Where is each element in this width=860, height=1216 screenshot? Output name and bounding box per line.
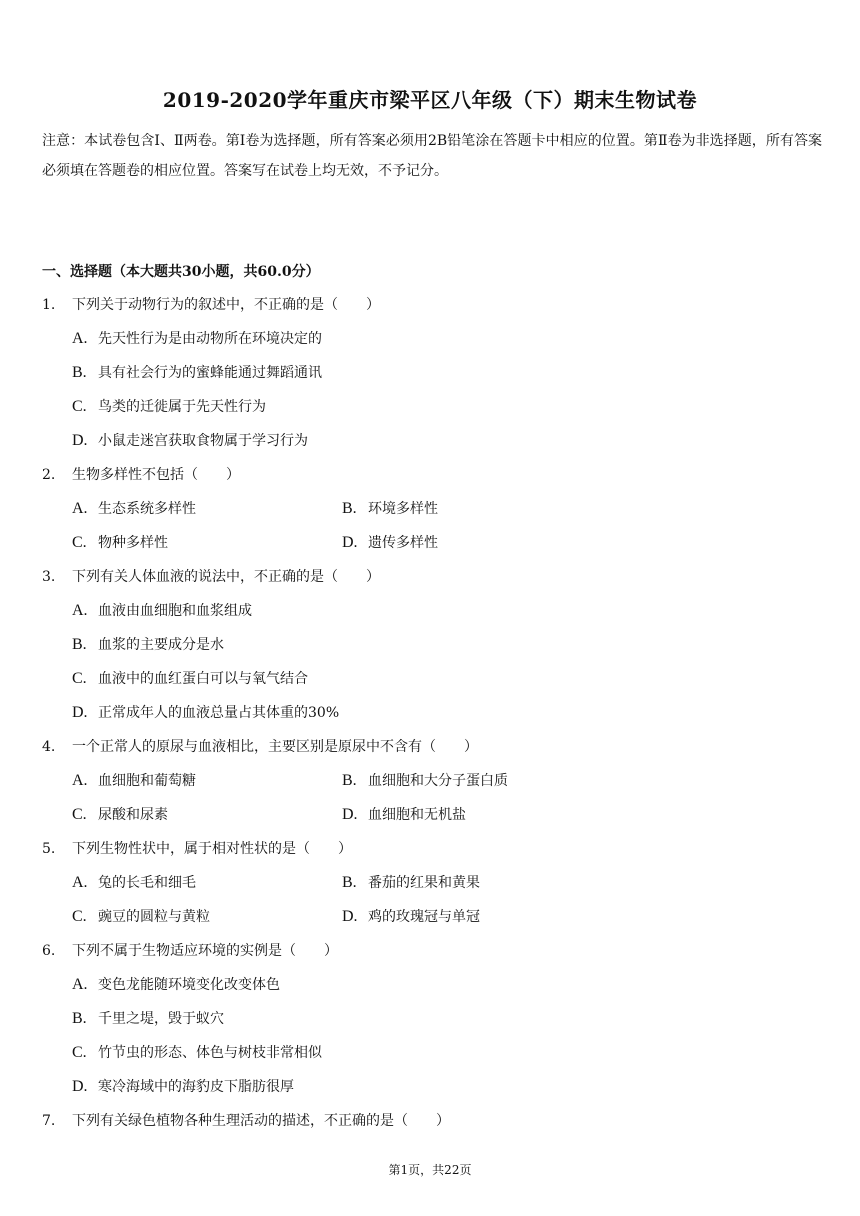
option-d[interactable]: [72, 1076, 822, 1110]
question-stem: [42, 1110, 822, 1144]
option-c[interactable]: [72, 532, 342, 566]
option-letter: B.: [342, 874, 357, 891]
option-b[interactable]: [72, 1008, 822, 1042]
option-c[interactable]: [72, 1042, 822, 1076]
option-text: 番茄的红果和黄果: [368, 875, 480, 891]
option-letter: B.: [342, 772, 357, 789]
option-b[interactable]: [72, 362, 822, 396]
option-text: 物种多样性: [98, 535, 168, 551]
option-text: 小鼠走迷宫获取食物属于学习行为: [98, 433, 308, 449]
question-number: 3.: [42, 569, 56, 585]
question-text: 下列生物性状中，属于相对性状的是（ ）: [72, 841, 352, 857]
question-stem: [42, 736, 822, 770]
option-a[interactable]: [72, 600, 822, 634]
option-letter: C.: [72, 534, 87, 551]
option-text: 血细胞和大分子蛋白质: [368, 773, 508, 789]
option-list: [42, 974, 822, 1110]
question-1: [42, 294, 822, 464]
question-stem: [42, 838, 822, 872]
option-a[interactable]: [72, 872, 342, 906]
option-letter: B.: [72, 1010, 87, 1027]
option-letter: A.: [72, 772, 88, 789]
option-a[interactable]: [72, 974, 822, 1008]
question-text: 下列有关人体血液的说法中，不正确的是（ ）: [72, 569, 380, 585]
question-4: [42, 736, 822, 838]
option-list: [42, 872, 822, 940]
option-c[interactable]: [72, 668, 822, 702]
option-letter: A.: [72, 976, 88, 993]
option-c[interactable]: [72, 396, 822, 430]
question-number: 2.: [42, 467, 56, 483]
question-stem: [42, 566, 822, 600]
option-letter: B.: [72, 364, 87, 381]
option-a[interactable]: [72, 498, 342, 532]
question-text: 一个正常人的原尿与血液相比，主要区别是原尿中不含有（ ）: [72, 739, 478, 755]
option-d[interactable]: [342, 906, 612, 940]
option-text: 正常成年人的血液总量占其体重的30%: [98, 705, 340, 721]
option-letter: B.: [342, 500, 357, 517]
question-text: 生物多样性不包括（ ）: [72, 467, 240, 483]
option-text: 生态系统多样性: [98, 501, 196, 517]
option-d[interactable]: [342, 804, 612, 838]
option-text: 千里之堤，毁于蚁穴: [98, 1011, 224, 1027]
question-stem: [42, 940, 822, 974]
option-d[interactable]: [342, 532, 612, 566]
question-number: 5.: [42, 841, 56, 857]
question-list: [42, 294, 822, 1144]
option-d[interactable]: [72, 702, 822, 736]
option-letter: C.: [72, 1044, 87, 1061]
option-text: 血细胞和葡萄糖: [98, 773, 196, 789]
option-text: 鸟类的迁徙属于先天性行为: [98, 399, 266, 415]
option-letter: D.: [72, 704, 88, 721]
option-b[interactable]: [342, 498, 612, 532]
option-d[interactable]: [72, 430, 822, 464]
question-stem: [42, 294, 822, 328]
option-letter: D.: [72, 1078, 88, 1095]
option-letter: B.: [72, 636, 87, 653]
option-c[interactable]: [72, 804, 342, 838]
option-letter: A.: [72, 602, 88, 619]
question-text: 下列有关绿色植物各种生理活动的描述，不正确的是（ ）: [72, 1113, 450, 1129]
option-c[interactable]: [72, 906, 342, 940]
option-letter: D.: [342, 534, 358, 551]
option-text: 血液中的血红蛋白可以与氧气结合: [98, 671, 308, 687]
option-b[interactable]: [342, 770, 612, 804]
question-number: 7.: [42, 1113, 56, 1129]
option-letter: D.: [342, 806, 358, 823]
option-text: 鸡的玫瑰冠与单冠: [368, 909, 480, 925]
option-a[interactable]: [72, 770, 342, 804]
option-list: [42, 600, 822, 736]
option-letter: A.: [72, 330, 88, 347]
option-list: [42, 328, 822, 464]
option-text: 血液由血细胞和血浆组成: [98, 603, 252, 619]
option-text: 竹节虫的形态、体色与树枝非常相似: [98, 1045, 322, 1061]
option-text: 血浆的主要成分是水: [98, 637, 224, 653]
question-3: [42, 566, 822, 736]
page-footer: 第1页，共22页: [388, 1163, 472, 1177]
option-letter: C.: [72, 670, 87, 687]
option-letter: D.: [72, 432, 88, 449]
question-text: 下列关于动物行为的叙述中，不正确的是（ ）: [72, 297, 380, 313]
option-text: 血细胞和无机盐: [368, 807, 466, 823]
option-text: 豌豆的圆粒与黄粒: [98, 909, 210, 925]
question-2: [42, 464, 822, 566]
option-text: 尿酸和尿素: [98, 807, 168, 823]
option-text: 变色龙能随环境变化改变体色: [98, 977, 280, 993]
question-7: [42, 1110, 822, 1144]
question-6: [42, 940, 822, 1110]
option-letter: A.: [72, 500, 88, 517]
question-number: 6.: [42, 943, 56, 959]
page-title: 2019-2020学年重庆市梁平区八年级（下）期末生物试卷: [162, 88, 698, 112]
option-text: 具有社会行为的蜜蜂能通过舞蹈通讯: [98, 365, 322, 381]
option-text: 遗传多样性: [368, 535, 438, 551]
question-number: 4.: [42, 739, 56, 755]
section-heading: 一、选择题（本大题共30小题，共60.0分）: [42, 264, 320, 280]
option-letter: C.: [72, 806, 87, 823]
option-letter: C.: [72, 398, 87, 415]
option-text: 寒冷海域中的海豹皮下脂肪很厚: [98, 1079, 294, 1095]
option-text: 先天性行为是由动物所在环境决定的: [98, 331, 322, 347]
question-text: 下列不属于生物适应环境的实例是（ ）: [72, 943, 338, 959]
question-number: 1.: [42, 297, 56, 313]
option-letter: A.: [72, 874, 88, 891]
option-text: 环境多样性: [368, 501, 438, 517]
option-list: [42, 770, 822, 838]
option-b[interactable]: [72, 634, 822, 668]
option-letter: C.: [72, 908, 87, 925]
option-b[interactable]: [342, 872, 612, 906]
question-stem: [42, 464, 822, 498]
option-text: 兔的长毛和细毛: [98, 875, 196, 891]
option-a[interactable]: [72, 328, 822, 362]
option-list: [42, 498, 822, 566]
option-letter: D.: [342, 908, 358, 925]
notice-paragraph: 注意：本试卷包含Ⅰ、Ⅱ两卷。第Ⅰ卷为选择题，所有答案必须用2B铅笔涂在答题卡中相应的位置。第Ⅱ卷为非选择题，所有答案必须填在答题卷的相应位置。答案写在试卷上均无效，不予记分。: [42, 133, 822, 179]
question-5: [42, 838, 822, 940]
